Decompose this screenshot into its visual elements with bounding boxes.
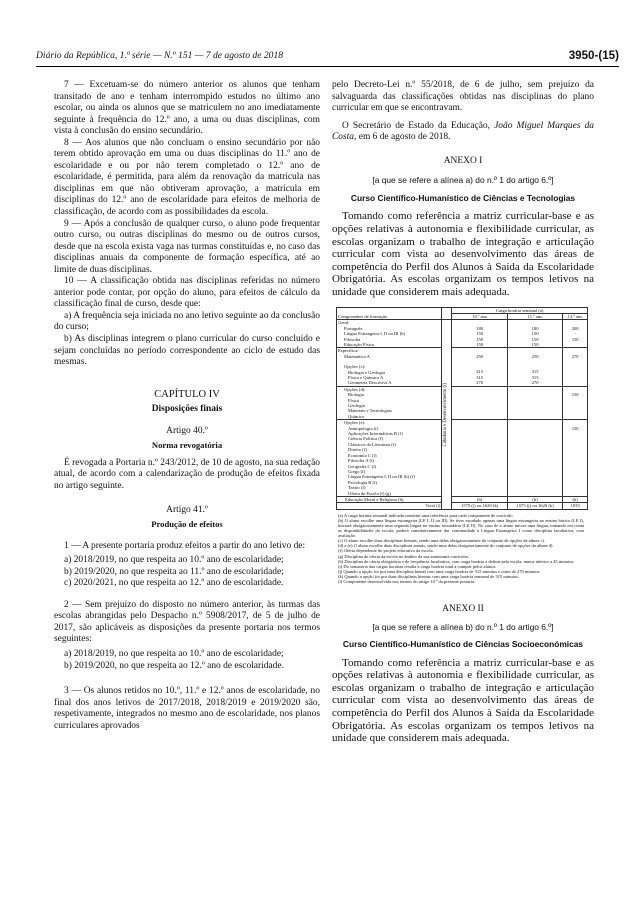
page-header [36,50,619,66]
article-41-title: Produção de efeitos [151,519,223,530]
subject-physics: Física e Química A [348,375,384,380]
article-40-heading: Artigo 40.º [166,425,208,436]
cell [507,420,562,497]
options-e-block [337,420,442,497]
article-41-n2-b: b) 2019/2020, no que respeita ao 12.º ano de escolaridade. [64,660,284,671]
cell: 250 [476,353,484,359]
cell: 150 [531,336,539,342]
table-row [337,503,588,509]
table-row [337,320,588,348]
article-41-n1-b: b) 2019/2020, no que respeita ao 11.º ano de escolaridade; [64,566,284,577]
cell: 270 [531,380,539,385]
cell: 1575 (j) ou 1620 (k) [507,503,562,509]
options-d-label: Opções (d): [344,386,366,392]
table-header-spacer [442,307,452,320]
signatory-name: João Miguel Marques da Costa [332,120,595,143]
cell: 315 [476,369,484,375]
header-rule [36,66,619,67]
subject-math: Matemática A [344,353,370,359]
general-label: Geral: [338,320,350,326]
emrc-label: Educação Moral e Religiosa (h) [337,496,442,502]
cell: 250 [531,353,539,359]
article-40-text: É revogada a Portaria n.º 243/2012, de 10 de agosto, na sua redação atual, de acordo com a calendarização de produção de efeitos fixada no artigo seguinte. [54,457,320,491]
annex-1-heading: ANEXO I [443,155,483,166]
cell: 315 [531,369,539,375]
options-e-12 [563,420,588,497]
article-41-n1-a: a) 2018/2019, no que respeita ao 10.º ano de escolaridade; [64,555,284,566]
subject-philosophy: Filosofia [344,336,361,342]
general-block [337,320,442,348]
annex-2-course: Curso Científico-Humanístico de Ciências Socioeconómicas [342,639,584,650]
table-row [337,348,588,386]
cell [452,420,507,497]
table-header-load: Carga horária semanal (a) [452,307,588,313]
general-12 [563,320,588,348]
cell: 1575 (j) ou 1620 (k) [452,503,507,509]
options-d-block [337,386,442,419]
continued-paragraph: pelo Decreto-Lei n.º 55/2018, de 6 de julho, sem prejuízo da salvaguarda das classificações obtidas nas disciplinas do plano curricular em que se encontravam. [332,80,594,114]
specific-12 [563,348,588,386]
cell: - [574,331,576,337]
annex-2-intro: Tomando como referência a matriz curricular-base e as opções relativas à autonomia e flexibilidade curricular, as escolas organizam o trabalho de integração e articulação curricular com vista ao desenvolvimento das áreas de competência do Perfil dos Alunos à Saída da Escolaridade Obrigatória. As escolas organizam os tempos letivos na unidade que considerem mais adequada. [332,656,594,745]
table-notes: (a) A carga horária semanal indicada constitui uma referência para cada componente de currículo. (b) O aluno escolhe uma língua estrangeira (LE I, II ou III). Se tiver estudado apenas uma língua estrangeira no ensino básico (LE I), iniciará obrigatoriamente uma segunda língua no ensino secundário (LE II). No caso de o aluno iniciar uma língua, tomando em conta as disponibilidades da escola, poderá cumulativamente dar continuidade à Língua Estrangeira I como disciplina facultativa, com avaliação. (c) O aluno escolhe duas disciplinas bienais, sendo uma delas obrigatoriamente do conjunto de opções da alínea c). (d) e (e) O aluno escolhe duas disciplinas anuais, sendo uma delas obrigatoriamente do conjunto de opções da alínea d). (f) Oferta dependente do projeto educativo da escola. (g) Disciplina de oferta da escola no âmbito da sua autonomia curricular. (h) Disciplina de oferta obrigatória e de frequência facultativa, com carga horária a definir pela escola, nunca inferior a 45 minutos. (i) Do somatório das cargas horárias resulta a carga horária total a cumprir pelos alunos. (j) Quando a opção for por uma disciplina bienal com uma carga horária de 315 minutos e outra de 270 minutos. (k) Quando a opção for por duas disciplinas bienais com uma carga horária semanal de 315 minutos. (l) Componente desenvolvida nos termos do artigo 10.º da presente portaria. [338,512,584,584]
specific-11 [507,348,562,386]
annex-2-reference: [a que se refere a alínea b) do n.º 1 do artigo 6.º] [372,621,554,632]
table-row [337,420,588,497]
paragraph-10: 10 — A classificação obtida nas disciplinas referidas no número anterior pode contar, por opção do aluno, para efeitos de cálculo da classificação final de curso, desde que: [54,276,320,310]
options-d-list: Biologia Física Geologia Materiais e Tecnologias Química [348,392,392,419]
article-41-n1-c: c) 2020/2021, no que respeita ao 12.º ano de escolaridade. [64,578,284,589]
article-41-heading: Artigo 41.º [166,504,208,515]
total-label: Total (i) [337,503,442,509]
paragraph-10-a: a) A frequência seja iniciada no ano letivo seguinte ao da conclusão do curso; [54,310,320,333]
paragraph-7: 7 — Excetuam-se do número anterior os alunos que tenham transitado de ano e tenham interrompido estudos no último ano escolar, ou ainda os alunos que se matriculem no ano imediatamente seguinte à frequência do 12.º ano, a uma ou duas disciplinas, com vista à conclusão do ensino secundário. [54,80,320,137]
cell: 150 [531,331,539,337]
table-header-10: 10.º ano [452,313,507,319]
options-e-label: Opções (e): [344,420,366,426]
cell: 315 [476,374,484,380]
table-header-11: 11.º ano [507,313,562,319]
general-11 [507,320,562,348]
options-d-12 [563,386,588,419]
cell: (h) [452,496,507,502]
signature-date: , em 6 de agosto de 2018. [354,132,451,143]
options-c-label: Opções (c): [344,364,366,370]
cell: 270 [476,380,484,385]
cell: 150 [571,425,579,431]
cell: 150 [476,331,484,337]
cell: 180 [531,325,539,331]
cell: 150 [476,336,484,342]
citizenship-label: Cidadania e Desenvolvimento (l) [443,382,449,447]
annex-1-reference: [a que se refere a alínea a) do n.º 1 do artigo 6.º] [372,175,554,186]
chapter-title: Disposições finais [151,404,223,415]
cell [507,386,562,419]
table-header-components: Componentes de formação [337,307,442,320]
paragraph-10-b: b) As disciplinas integrem o plano curricular do curso concluído e sejam concluídas no período correspondente ao ciclo de estudo das mesmas. [54,334,320,368]
citizenship-column [442,320,452,509]
cell [452,386,507,419]
article-41-n2-a: a) 2018/2019, no que respeita ao 10.º ano de escolaridade; [64,648,284,659]
chapter-heading: CAPÍTULO IV [154,388,220,400]
cell: (h) [507,496,562,502]
cell: 1035 [563,503,588,509]
signature [332,121,594,144]
specific-10 [452,348,507,386]
annex-1-course: Curso Científico-Humanístico de Ciências e Tecnologias [350,192,576,203]
cell: 150 [571,336,579,342]
cell: 150 [476,341,484,347]
signature-prefix: O Secretário de Estado da Educação, [342,120,495,131]
subject-pe: Educação Física [344,341,374,347]
specific-block [337,348,442,386]
annex-1-intro: Tomando como referência a matriz curricular-base e as opções relativas à autonomia e flexibilidade curricular, as escolas organizam o trabalho de integração e articulação curricular com vista ao desenvolvimento das áreas de competência do Perfil dos Alunos à Saída da Escolaridade Obrigatória. As escolas organizam os tempos letivos na unidade que considerem mais adequada. [332,210,594,298]
paragraph-9: 9 — Após a conclusão de qualquer curso, o aluno pode frequentar outro curso, ou outras disciplinas do mesmo ou de outros cursos, desde que na escola exista vaga nas turmas constituídas e, no caso das disciplinas anuais da componente de formação específica, até ao limite de duas disciplinas. [54,218,320,275]
table-header-12: 12.º ano [563,313,588,319]
curriculum-table [336,307,588,510]
page-number: 3950-(15) [568,49,619,62]
cell: 150 [531,341,539,347]
subject-geometry: Geometria Descritiva A [348,380,392,386]
article-41-n1: 1 — A presente portaria produz efeitos a partir do ano letivo de: [64,540,306,551]
general-10 [452,320,507,348]
cell: 180 [476,325,484,331]
cell: (h) [563,496,588,502]
subject-portuguese: Português [344,325,363,331]
subject-biology: Biologia e Geologia [348,369,385,375]
specific-label: Específica: [338,348,359,354]
options-e-list: Antropologia (f) Aplicações Informáticas B (f) Ciência Política (f) Clássicos da Literatura (f) Direito (f) Economia C (f) Filosofia A (f) Geografia C (f) Grego (f) Língua Estrangeira I, II ou III (b) (f) Psicologia B (f) Teatro (f) Oferta de Escola (f) (g) [348,425,415,496]
left-column [54,80,320,732]
cell: 150 [571,392,579,398]
cell: 270 [571,353,579,359]
cell: 200 [571,325,579,331]
article-41-n3: 3 — Os alunos retidos no 10.º, 11.º e 12.º anos de escolaridade, no final dos anos letivos de 2017/2018, 2018/2019 e 2019/2020 são, respetivamente, integrados no mesmo ano de escolaridade, nos planos curriculares aprovados [54,686,320,731]
subject-foreign-language: Língua Estrangeira I, II ou III (b) [344,331,406,337]
paragraph-8: 8 — Aos alunos que não concluam o ensino secundário por não terem obtido aprovação em uma ou duas disciplinas do 11.º ano de escolaridade e ou por não terem completado o 12.º ano de escolaridade, é permitida, para além da renovação da matrícula nas disciplinas em que não obtiveram aprovação, a matrícula em disciplinas do 12.º ano de escolaridade para efeitos de melhoria de classificação, de acordo com as possibilidades da escola. [54,137,320,218]
table-row [337,386,588,419]
annex-2-heading: ANEXO II [442,604,484,615]
article-41-n2: 2 — Sem prejuízo do disposto no número anterior, às turmas das escolas abrangidas pelo Despacho n.º 5908/2017, de 5 de julho de 2017, são aplicáveis as disposições da presente portaria nos termos seguintes: [54,599,320,645]
journal-reference: Diário da República, 1.ª série — N.º 151 — 7 de agosto de 2018 [36,50,284,61]
right-column [332,80,594,745]
article-40-title: Norma revogatória [151,440,223,451]
cell: 315 [531,374,539,380]
